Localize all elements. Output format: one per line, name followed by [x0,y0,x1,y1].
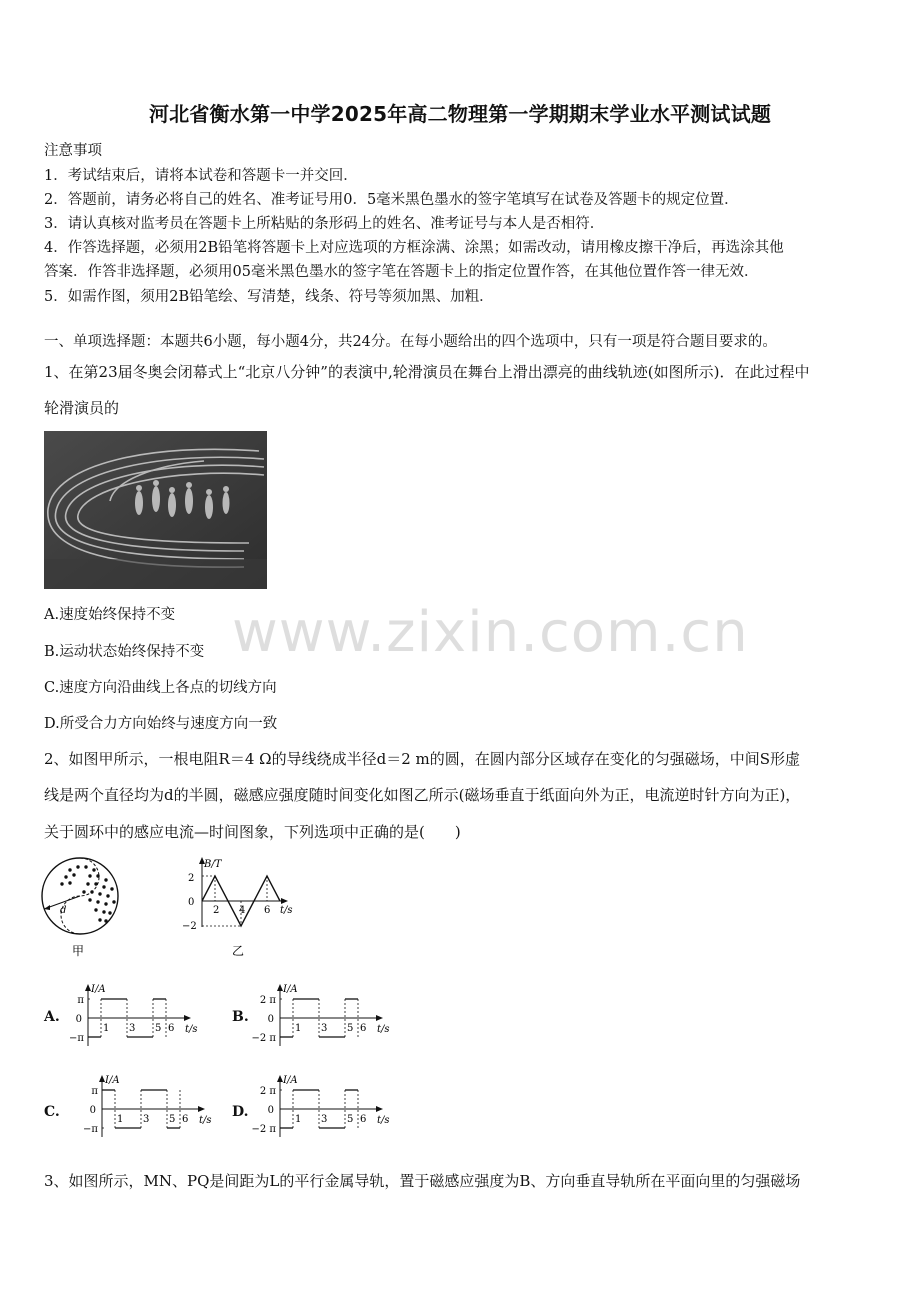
notice-item: 1．考试结束后，请将本试卷和答题卡一并交回． [44,168,358,184]
i-axis-x-arrow [184,1015,191,1021]
option-b-letter: B. [232,1009,249,1025]
i-xtick: 6 [360,1023,367,1034]
question-3-stem: 3、如图所示，MN、PQ是间距为L的平行金属导轨，置于磁感应强度为B、方向垂直导轨所在平面向里的匀强磁场 [44,1172,801,1190]
notice-item: 答案．作答非选择题，必须用05毫米黑色墨水的签字笔在答题卡上的指定位置作答，在其他位置作答一律无效． [44,264,759,280]
bt-graph [176,855,306,965]
i-xtick: 5 [155,1023,162,1034]
option-b-graph [250,982,390,1054]
option-d-letter: D. [232,1104,249,1120]
option-a-letter: A. [44,1009,60,1025]
notice-item: 5．如需作图，须用2B铅笔绘、写清楚，线条、符号等须加黑、加粗． [44,289,494,305]
i-xtick: 6 [168,1023,175,1034]
option-c-letter: C. [44,1104,60,1120]
i-ytick-bottom: −2 π [251,1033,276,1044]
page-title: 河北省衡水第一中学2025年高二物理第一学期期末学业水平测试试题 [148,102,772,126]
bt-xtick: 4 [239,905,246,916]
option-c: C.速度方向沿曲线上各点的切线方向 [44,680,277,696]
i-xlabel: t/s [199,1115,212,1126]
question-1-stem: 1、在第23届冬奥会闭幕式上“北京八分钟”的表演中,轮滑演员在舞台上滑出漂亮的曲线轨迹(如图所示)．在此过程中 [44,363,810,381]
i-xtick: 6 [182,1114,189,1125]
option-d: D.所受合力方向始终与速度方向一致 [44,716,278,732]
i-axis-x-arrow [198,1106,205,1112]
notice-item: 4．作答选择题，必须用2B铅笔将答题卡上对应选项的方框涂满、涂黑；如需改动，请用橡皮擦干净后，再选涂其他 [44,240,784,256]
figure-jia-label: 甲 [72,944,85,958]
i-ytick-top: 2 π [259,995,276,1006]
i-xtick: 1 [117,1114,124,1125]
i-ylabel: I/A [283,984,298,995]
notice-item: 2．答题前，请务必将自己的姓名、准考证号用0．5毫米黑色墨水的签字笔填写在试卷及答题卡的规定位置． [44,192,739,208]
bt-xtick: 2 [213,905,220,916]
i-xlabel: t/s [185,1024,198,1035]
i-xtick: 3 [321,1114,328,1125]
i-ytick-top: π [91,1086,98,1097]
skater-photo [44,431,267,589]
bt-ytick: 0 [188,897,195,908]
i-ytick-top: 2 π [259,1086,276,1097]
option-a: A.速度始终保持不变 [44,607,176,623]
i-xtick: 1 [295,1023,302,1034]
question-2-stem-cont: 线是两个直径均为d的半圆，磁感应强度随时间变化如图乙所示(磁场垂直于纸面向外为正，电流逆时针方向为正)， [44,786,801,804]
i-xtick: 5 [347,1114,354,1125]
i-xtick: 1 [295,1114,302,1125]
watermark: www.zixin.com.cn [232,600,749,665]
i-ytick-zero: 0 [267,1014,274,1025]
question-1-stem-cont: 轮滑演员的 [44,399,120,417]
notice-heading: 注意事项 [44,143,102,159]
bt-xtick: 6 [264,905,271,916]
i-ytick-zero: 0 [89,1105,96,1116]
question-2-stem-cont: 关于圆环中的感应电流—时间图象，下列选项中正确的是( ) [44,823,461,841]
figure-yi-label: 乙 [232,944,245,958]
i-xtick: 6 [360,1114,367,1125]
bt-xlabel: t/s [280,905,293,916]
i-xtick: 5 [169,1114,176,1125]
i-axis-x-arrow [376,1015,383,1021]
i-ytick-zero: 0 [267,1105,274,1116]
bt-ylabel: B/T [204,859,222,870]
i-xtick: 3 [321,1023,328,1034]
i-ylabel: I/A [283,1075,298,1086]
i-ylabel: I/A [105,1075,120,1086]
bt-ytick: −2 [182,921,197,932]
option-a-graph [58,982,198,1054]
i-xtick: 1 [103,1023,110,1034]
i-ytick-top: π [77,995,84,1006]
section-heading: 一、单项选择题：本题共6小题，每小题4分，共24分。在每小题给出的四个选项中，只有一项是符合题目要求的。 [44,334,777,350]
i-ylabel: I/A [91,984,106,995]
circle-field-figure [40,855,130,965]
i-ytick-bottom: −π [69,1033,84,1044]
i-ytick-zero: 0 [75,1014,82,1025]
i-axis-x-arrow [376,1106,383,1112]
bt-ytick: 2 [188,873,195,884]
i-xtick: 3 [129,1023,136,1034]
d-label: d [60,905,67,916]
option-c-graph [72,1073,212,1145]
i-xtick: 3 [143,1114,150,1125]
question-2-stem: 2、如图甲所示，一根电阻R＝4 Ω的导线绕成半径d＝2 m的圆，在圆内部分区域存在变化的匀强磁场，中间S形虚 [44,750,801,768]
i-xlabel: t/s [377,1115,390,1126]
option-d-graph [250,1073,390,1145]
i-ytick-bottom: −2 π [251,1124,276,1135]
i-ytick-bottom: −π [83,1124,98,1135]
i-xlabel: t/s [377,1024,390,1035]
i-xtick: 5 [347,1023,354,1034]
notice-item: 3．请认真核对监考员在答题卡上所粘贴的条形码上的姓名、准考证号与本人是否相符． [44,216,605,232]
option-b: B.运动状态始终保持不变 [44,644,205,660]
